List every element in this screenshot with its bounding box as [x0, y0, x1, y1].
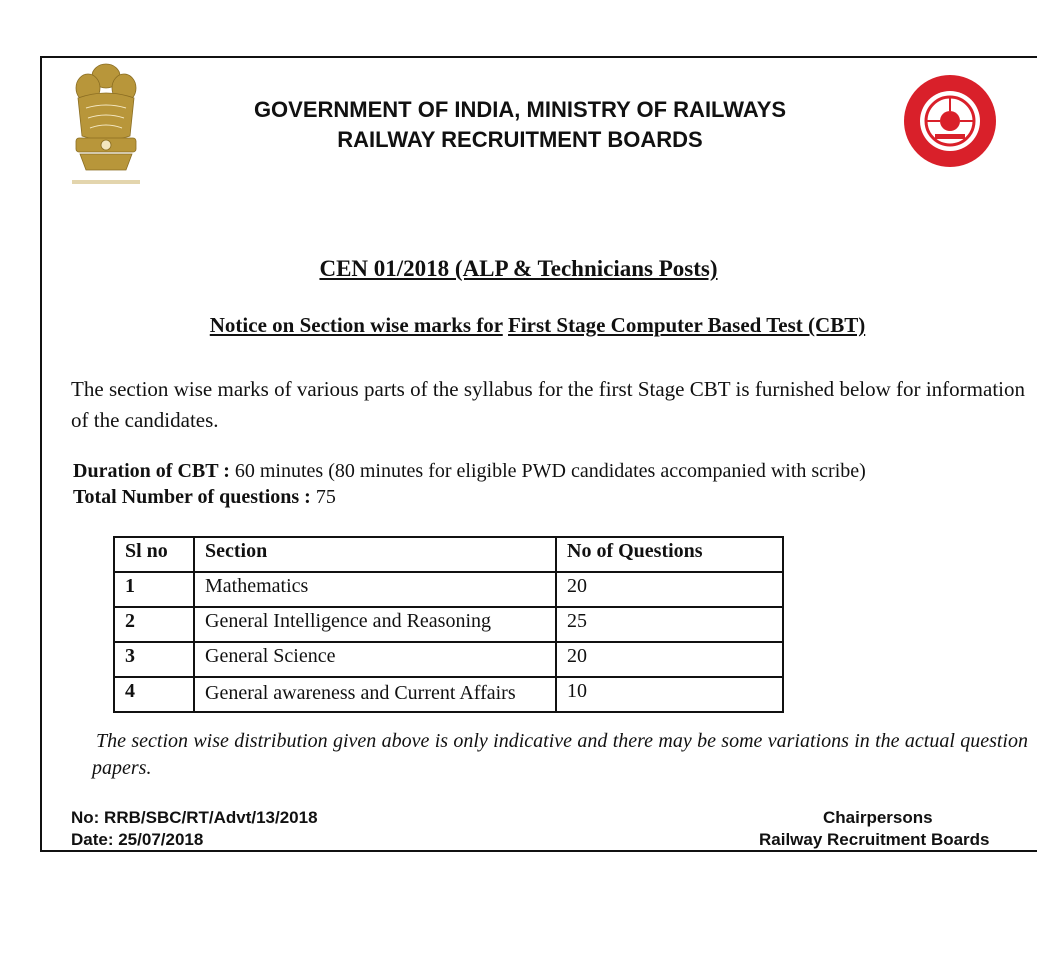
header-ministry: GOVERNMENT OF INDIA, MINISTRY OF RAILWAYS [253, 97, 787, 122]
cell-section: General awareness and Current Affairs [194, 677, 556, 712]
cell-questions: 20 [556, 572, 783, 607]
indian-railways-logo-icon [895, 74, 1005, 168]
cell-section: General Intelligence and Reasoning [194, 607, 556, 642]
cell-sl-no: 2 [114, 607, 194, 642]
cell-section: Mathematics [194, 572, 556, 607]
cell-questions: 20 [556, 642, 783, 677]
notice-title-part1: Notice on Section wise marks for [209, 313, 503, 337]
disclaimer-note: The section wise distribution given above is only indicative and there may be some variations in the actual question papers. [92, 730, 1028, 779]
notice-title [0, 313, 1037, 338]
intro-paragraph: The section wise marks of various parts of the syllabus for the first Stage CBT is furnished below for information of the candidates. [71, 377, 1025, 432]
section-marks-table [113, 536, 784, 713]
cen-title: CEN 01/2018 (ALP & Technicians Posts) [319, 256, 718, 281]
signatory-title: Chairpersons [823, 808, 933, 827]
table-row [114, 642, 783, 677]
duration-label: Duration of CBT : [73, 460, 230, 482]
signatory-organization: Railway Recruitment Boards [759, 830, 990, 849]
cell-questions: 25 [556, 607, 783, 642]
table-row [114, 607, 783, 642]
total-questions-value: 75 [310, 486, 336, 508]
cell-sl-no: 1 [114, 572, 194, 607]
table-header-row [114, 537, 783, 572]
header-sl-no: Sl no [114, 537, 194, 572]
notice-title-part2: First Stage Computer Based Test (CBT) [508, 313, 866, 337]
header-boards: RAILWAY RECRUITMENT BOARDS [337, 127, 703, 152]
header-no-of-questions: No of Questions [556, 537, 783, 572]
cell-section: General Science [194, 642, 556, 677]
duration-line [73, 460, 866, 483]
total-questions-label: Total Number of questions : [73, 486, 311, 508]
cell-sl-no: 3 [114, 642, 194, 677]
table-row [114, 572, 783, 607]
reference-number: No: RRB/SBC/RT/Advt/13/2018 [71, 808, 318, 827]
header-section: Section [194, 537, 556, 572]
cell-questions: 10 [556, 677, 783, 712]
notice-date: Date: 25/07/2018 [71, 830, 204, 849]
duration-value: 60 minutes (80 minutes for eligible PWD candidates accompanied with scribe) [229, 460, 866, 482]
table-row [114, 677, 783, 712]
total-questions-line [73, 486, 336, 509]
national-emblem-icon [66, 58, 146, 190]
cell-sl-no: 4 [114, 677, 194, 712]
